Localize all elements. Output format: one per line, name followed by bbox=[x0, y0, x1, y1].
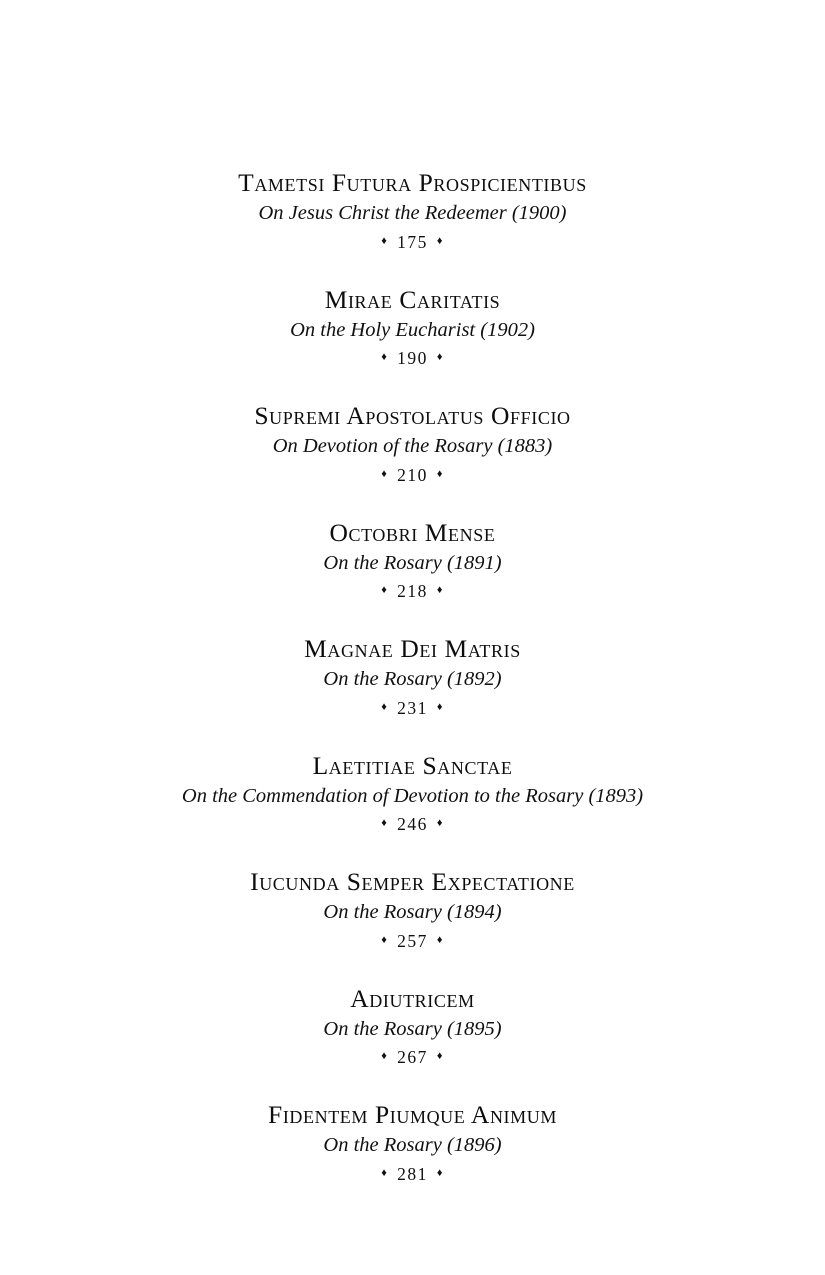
diamond-ornament-icon: ♦ bbox=[381, 817, 389, 830]
toc-entry-subtitle bbox=[90, 317, 735, 345]
diamond-ornament-icon: ♦ bbox=[436, 467, 444, 480]
toc-entry-subtitle bbox=[90, 550, 735, 578]
diamond-ornament-icon: ♦ bbox=[436, 1050, 444, 1063]
toc-entry bbox=[90, 1100, 735, 1186]
toc-entry-page bbox=[90, 1163, 735, 1186]
toc-entry-subtitle-text: On the Rosary bbox=[323, 901, 447, 924]
toc-entry-year: (1891) bbox=[446, 551, 502, 574]
toc-entry-year: (1900) bbox=[511, 202, 567, 225]
diamond-ornament-icon: ♦ bbox=[436, 351, 444, 364]
toc-entry-title: Mirae Caritatis bbox=[324, 284, 501, 314]
diamond-ornament-icon: ♦ bbox=[381, 234, 389, 247]
diamond-ornament-icon: ♦ bbox=[381, 1166, 389, 1179]
toc-entry-page-number: 210 bbox=[397, 464, 428, 485]
diamond-ornament-icon: ♦ bbox=[381, 933, 389, 946]
toc-entry-title: Fidentem Piumque Animum bbox=[268, 1100, 557, 1129]
toc-entry-subtitle-text: On the Holy Eucharist bbox=[290, 318, 481, 341]
toc-entry-subtitle bbox=[90, 200, 735, 228]
toc-entry-page bbox=[90, 347, 735, 370]
table-of-contents-list bbox=[90, 168, 735, 1186]
diamond-ornament-icon: ♦ bbox=[436, 1166, 444, 1179]
toc-entry-page bbox=[90, 813, 735, 836]
toc-entry-title: Tametsi Futura Prospicientibus bbox=[238, 168, 587, 197]
toc-entry bbox=[90, 867, 735, 953]
diamond-ornament-icon: ♦ bbox=[436, 584, 444, 597]
toc-entry bbox=[90, 634, 735, 720]
toc-entry-title: Laetitiae Sanctae bbox=[312, 750, 513, 780]
toc-entry-page-number: 267 bbox=[397, 1047, 428, 1068]
toc-entry-year: (1894) bbox=[446, 901, 502, 924]
toc-entry-page-number: 218 bbox=[397, 581, 428, 602]
toc-entry bbox=[90, 751, 735, 837]
toc-entry-year: (1883) bbox=[497, 435, 553, 458]
toc-entry bbox=[90, 401, 735, 487]
toc-entry-subtitle bbox=[90, 1016, 735, 1044]
toc-entry bbox=[90, 168, 735, 254]
toc-entry-page-number: 190 bbox=[397, 348, 428, 369]
toc-entry-subtitle bbox=[90, 899, 735, 927]
toc-entry-subtitle-text: On the Commendation of Devotion to the Rosary bbox=[181, 784, 589, 807]
toc-entry-subtitle-text: On Devotion of the Rosary bbox=[272, 435, 498, 458]
toc-entry-subtitle bbox=[90, 783, 735, 811]
toc-entry-title: Adiutricem bbox=[350, 983, 475, 1013]
toc-entry bbox=[90, 285, 735, 371]
toc-entry-page bbox=[90, 464, 735, 487]
toc-entry-page bbox=[90, 1046, 735, 1069]
diamond-ornament-icon: ♦ bbox=[381, 584, 389, 597]
toc-entry-year: (1896) bbox=[446, 1134, 502, 1157]
toc-entry-page-number: 246 bbox=[397, 814, 428, 835]
toc-entry-subtitle-text: On the Rosary bbox=[323, 1017, 447, 1040]
diamond-ornament-icon: ♦ bbox=[381, 1050, 389, 1063]
toc-entry-page-number: 281 bbox=[397, 1163, 428, 1184]
toc-entry-subtitle bbox=[90, 433, 735, 461]
toc-entry-year: (1902) bbox=[480, 318, 535, 341]
diamond-ornament-icon: ♦ bbox=[436, 234, 444, 247]
diamond-ornament-icon: ♦ bbox=[381, 700, 389, 713]
toc-entry-title: Iucunda Semper Expectatione bbox=[250, 867, 575, 896]
diamond-ornament-icon: ♦ bbox=[436, 700, 444, 713]
toc-entry-subtitle-text: On Jesus Christ the Redeemer bbox=[258, 202, 512, 225]
toc-entry-year: (1895) bbox=[446, 1017, 502, 1040]
toc-entry-subtitle-text: On the Rosary bbox=[323, 1134, 447, 1157]
toc-entry-subtitle-text: On the Rosary bbox=[323, 668, 447, 691]
toc-entry-page-number: 231 bbox=[397, 697, 428, 718]
toc-entry-subtitle-text: On the Rosary bbox=[323, 551, 447, 574]
toc-entry bbox=[90, 984, 735, 1070]
diamond-ornament-icon: ♦ bbox=[381, 467, 389, 480]
toc-entry-subtitle bbox=[90, 1132, 735, 1160]
diamond-ornament-icon: ♦ bbox=[381, 351, 389, 364]
toc-entry-page bbox=[90, 697, 735, 720]
toc-entry-subtitle bbox=[90, 666, 735, 694]
toc-entry-title: Magnae Dei Matris bbox=[304, 634, 521, 663]
toc-entry-page bbox=[90, 231, 735, 254]
diamond-ornament-icon: ♦ bbox=[436, 933, 444, 946]
toc-entry-year: (1892) bbox=[446, 668, 502, 691]
toc-entry-page bbox=[90, 930, 735, 953]
toc-entry-page-number: 257 bbox=[397, 930, 428, 951]
toc-entry-page bbox=[90, 580, 735, 603]
toc-entry bbox=[90, 518, 735, 604]
toc-entry-title: Supremi Apostolatus Officio bbox=[254, 401, 571, 430]
toc-entry-title: Octobri Mense bbox=[329, 517, 496, 547]
toc-entry-year: (1893) bbox=[588, 784, 644, 807]
toc-entry-page-number: 175 bbox=[397, 231, 428, 252]
diamond-ornament-icon: ♦ bbox=[436, 817, 444, 830]
